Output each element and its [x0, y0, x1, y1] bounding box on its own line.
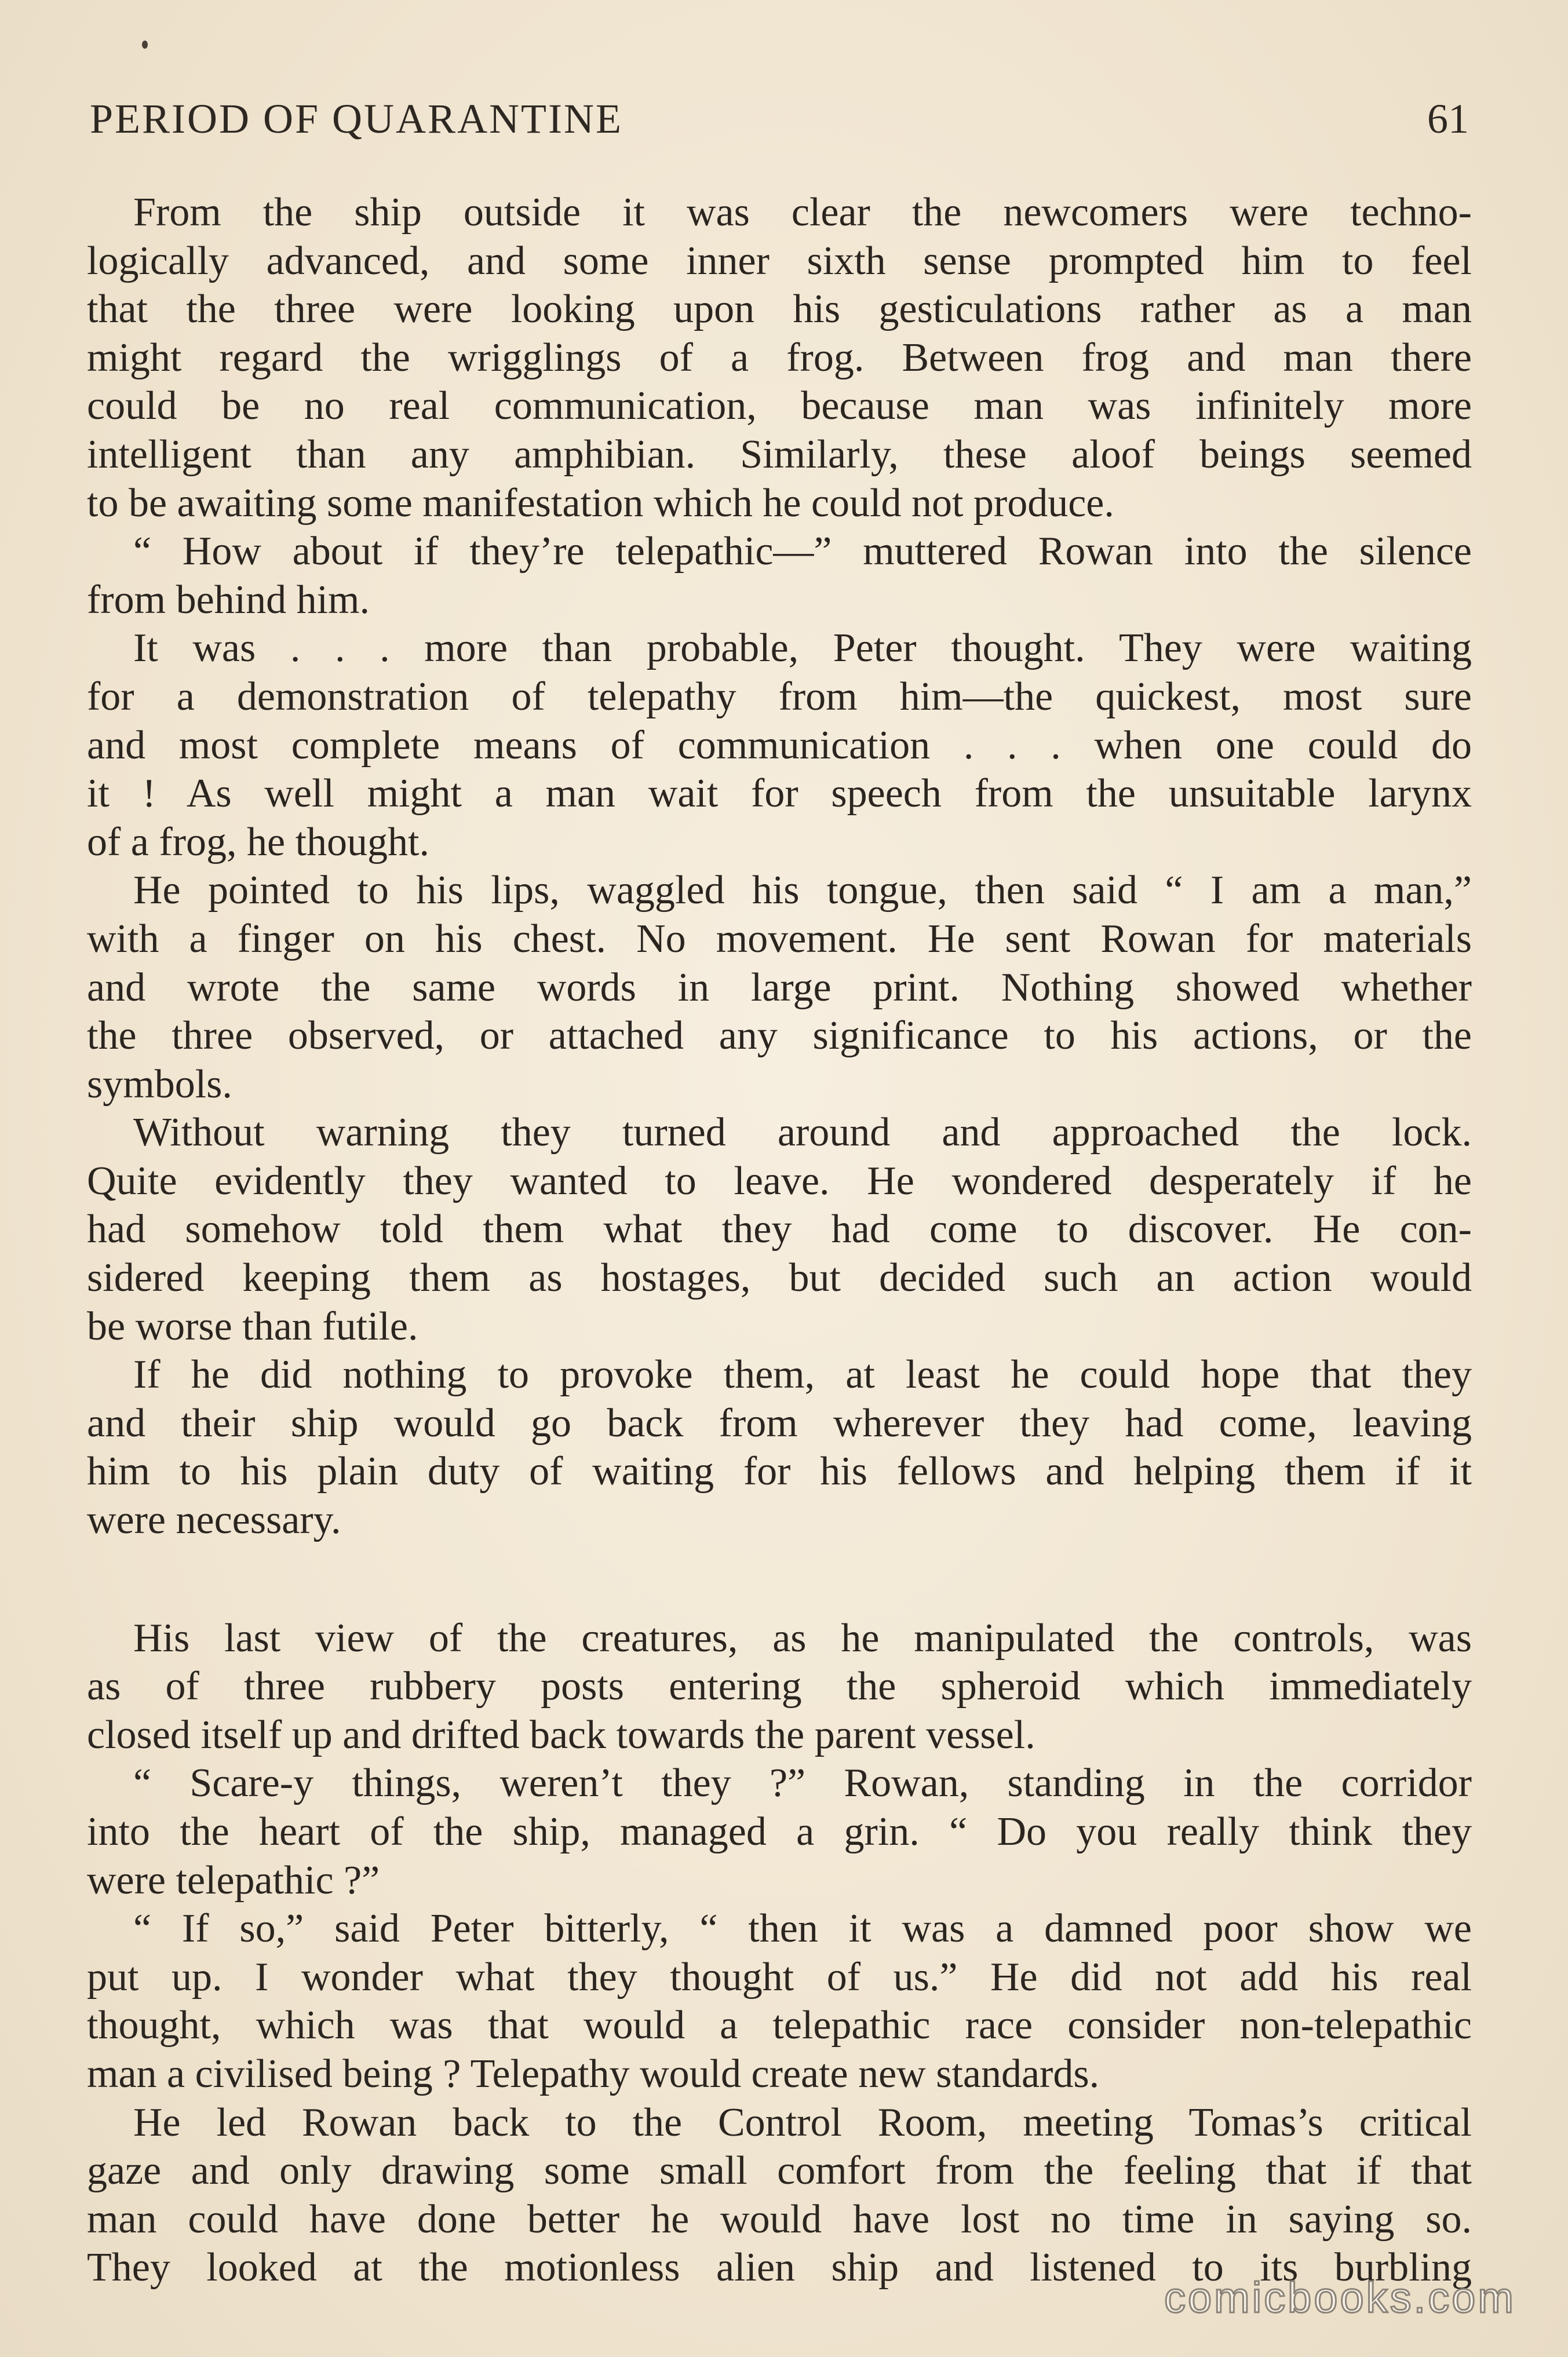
text-line: with a finger on his chest. No movement. He sent Rowan for materials: [87, 916, 1472, 961]
text-line: Quite evidently they wanted to leave. He wondered desperately if he: [87, 1158, 1472, 1203]
text-line: for a demonstration of telepathy from him—the quickest, most sure: [87, 674, 1472, 719]
text-line: could be no real communication, because man was infinitely more: [87, 384, 1472, 429]
watermark: comicbooks.com: [1164, 2274, 1516, 2322]
paragraph: [87, 1614, 1472, 1760]
paragraph: [87, 624, 1472, 866]
text-line: sidered keeping them as hostages, but decided such an action would: [87, 1256, 1472, 1301]
text-line: gaze and only drawing some small comfort from the feeling that if that: [87, 2148, 1472, 2194]
paragraph: [87, 1759, 1472, 1904]
ink-speck: [142, 41, 148, 49]
text-line: man a civilised being ? Telepathy would create new standards.: [87, 2051, 1100, 2096]
running-title: PERIOD OF QUARANTINE: [90, 96, 623, 142]
text-line: it ! As well might a man wait for speech from the unsuitable larynx: [87, 771, 1472, 816]
text-line: man could have done better he would have lost no time in saying so.: [87, 2197, 1472, 2242]
text-line: From the ship outside it was clear the newcomers were techno-: [133, 190, 1472, 235]
text-line: “ Scare-y things, weren’t they ?” Rowan, standing in the corridor: [133, 1761, 1472, 1806]
text-line: him to his plain duty of waiting for his fellows and helping them if it: [87, 1449, 1472, 1494]
text-line: put up. I wonder what they thought of us.” He did not add his real: [87, 1954, 1472, 2000]
text-line: and their ship would go back from wherever they had come, leaving: [87, 1400, 1472, 1446]
text-line: that the three were looking upon his gesticulations rather as a man: [87, 287, 1472, 332]
paragraph: [87, 527, 1472, 624]
text-line: and most complete means of communication . . . when one could do: [87, 723, 1472, 768]
paragraph: [87, 188, 1472, 527]
text-line: closed itself up and drifted back towards the parent vessel.: [87, 1712, 1035, 1757]
text-line: It was . . . more than probable, Peter thought. They were waiting: [133, 626, 1472, 671]
body-text: [87, 188, 1472, 2292]
running-header: [90, 87, 1469, 151]
text-line: “ How about if they’re telepathic—” muttered Rowan into the silence: [133, 529, 1472, 574]
text-line: intelligent than any amphibian. Similarly, these aloof beings seemed: [87, 432, 1472, 477]
paragraph: [87, 1351, 1472, 1544]
paragraph: [87, 866, 1472, 1108]
text-line: had somehow told them what they had come to discover. He con-: [87, 1207, 1472, 1252]
text-line: from behind him.: [87, 577, 370, 622]
text-line: He pointed to his lips, waggled his tongue, then said “ I am a man,”: [133, 868, 1472, 913]
scene-break: [87, 1545, 1472, 1614]
text-line: were telepathic ?”: [87, 1858, 380, 1903]
paragraph: [87, 1108, 1472, 1351]
text-line: logically advanced, and some inner sixth sense prompted him to feel: [87, 238, 1472, 283]
text-line: and wrote the same words in large print. Nothing showed whether: [87, 965, 1472, 1010]
text-line: symbols.: [87, 1061, 232, 1107]
text-line: Without warning they turned around and approached the lock.: [133, 1110, 1472, 1155]
text-line: They looked at the motionless alien ship and listened to its burbling: [87, 2245, 1472, 2290]
text-line: to be awaiting some manifestation which he could not produce.: [87, 480, 1114, 526]
page-number: 61: [1427, 96, 1469, 142]
text-line: of a frog, he thought.: [87, 819, 429, 864]
text-line: If he did nothing to provoke them, at least he could hope that they: [133, 1352, 1472, 1398]
paragraph: [87, 1904, 1472, 2098]
text-line: His last view of the creatures, as he manipulated the controls, was: [133, 1615, 1472, 1661]
text-line: be worse than futile.: [87, 1304, 418, 1349]
text-line: into the heart of the ship, managed a grin. “ Do you really think they: [87, 1809, 1472, 1854]
text-line: thought, which was that would a telepathic race consider non-telepathic: [87, 2003, 1472, 2048]
text-line: might regard the wrigglings of a frog. Between frog and man there: [87, 335, 1472, 380]
text-line: were necessary.: [87, 1498, 341, 1543]
paragraph: [87, 2099, 1472, 2292]
text-line: He led Rowan back to the Control Room, meeting Tomas’s critical: [133, 2100, 1472, 2145]
text-line: as of three rubbery posts entering the spheroid which immediately: [87, 1664, 1472, 1709]
text-line: “ If so,” said Peter bitterly, “ then it was a damned poor show we: [133, 1906, 1472, 1951]
text-line: the three observed, or attached any significance to his actions, or the: [87, 1013, 1472, 1059]
